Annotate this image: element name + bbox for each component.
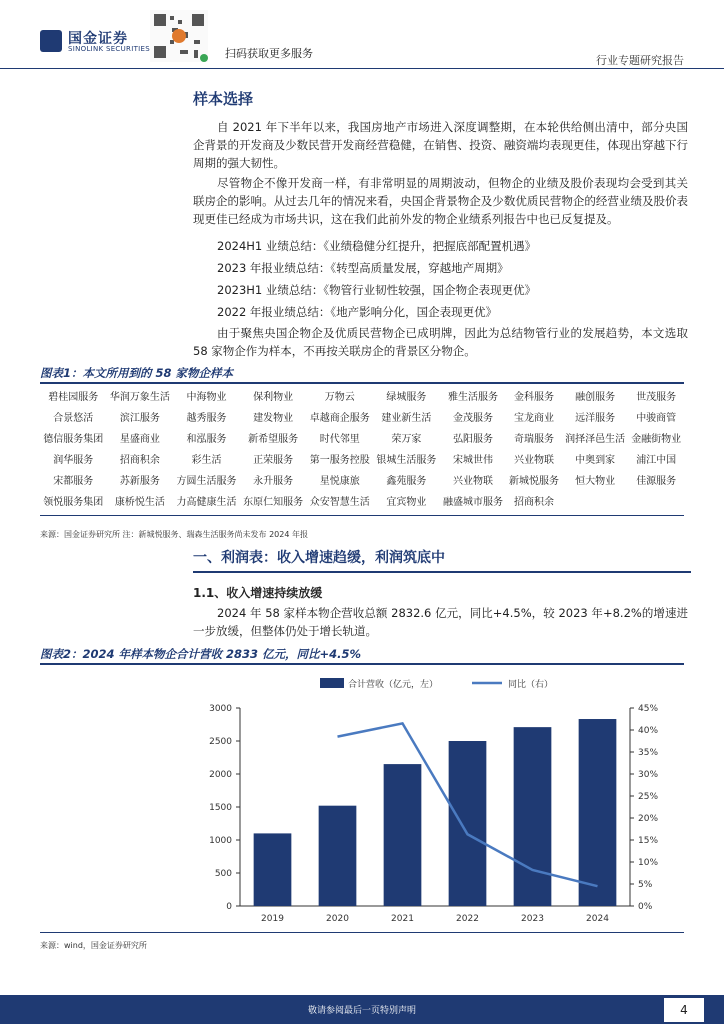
revenue-bar [514, 727, 552, 906]
table-cell: 佳源服务 [636, 476, 677, 487]
table-cell: 中骏商管 [636, 413, 677, 424]
table-cell [628, 490, 684, 511]
y-tick-label-right: 45% [638, 704, 659, 714]
y-tick-label-right: 5% [638, 880, 653, 890]
table-cell: 力高健康生活 [176, 497, 237, 508]
table-cell: 越秀服务 [186, 413, 227, 424]
table-cell: 建业新生活 [381, 413, 432, 424]
paragraph: 2024 年 58 家样本物企营收总额 2832.6 亿元，同比+4.5%，较 2023 年+8.2%的增速进一步放缓，但整体仍处于增长轨道。 [193, 606, 688, 638]
table-cell: 正荣服务 [253, 455, 294, 466]
table-cell: 招商积余 [514, 497, 555, 508]
y-tick-label-right: 30% [638, 770, 659, 780]
table-cell: 华润万象生活 [109, 392, 170, 403]
table-cell: 德信服务集团 [43, 434, 104, 445]
logo-text: 国金证券 [68, 31, 128, 47]
y-tick-label-left: 1000 [209, 836, 232, 846]
paragraph: 尽管物企不像开发商一样，有非常明显的周期波动，但物企的业绩及股价表现均会受到其关联房企的影响。从过去几年的情况来看，央国企背景物企及少数优质民营物企的经营业绩及股价表现更佳已经成为市场共识，这在我们此前外发的物企业绩系列报告中也已反复提及。 [193, 176, 688, 226]
footer-notice: 敬请参阅最后一页特别声明 [307, 1006, 416, 1016]
figure-divider [40, 932, 684, 933]
x-tick-label: 2020 [326, 914, 349, 924]
table-row [40, 427, 684, 448]
qr-code-icon[interactable] [150, 10, 208, 62]
table-cell: 碧桂园服务 [48, 392, 99, 403]
table-cell: 第一服务控股 [309, 455, 370, 466]
header-divider [0, 68, 724, 69]
legend-swatch-revenue [320, 678, 344, 688]
table-cell: 滨江服务 [119, 413, 160, 424]
table-cell: 康桥悦生活 [114, 497, 165, 508]
x-tick-label: 2023 [521, 914, 544, 924]
page-number: 4 [664, 998, 704, 1022]
table-cell: 星盛商业 [119, 434, 160, 445]
table-cell: 新希望服务 [248, 434, 299, 445]
table-cell: 建发物业 [253, 413, 294, 424]
figure-title: 图表2：2024 年样本物企合计营收 2833 亿元，同比+4.5% [40, 647, 362, 661]
figure-divider [40, 663, 684, 665]
table-cell: 奇瑞服务 [514, 434, 555, 445]
table-cell: 时代邻里 [319, 434, 360, 445]
subsection-title: 1.1、收入增速持续放缓 [193, 586, 323, 600]
section-title: 一、利润表：收入增速趋缓，利润筑底中 [193, 550, 445, 566]
y-tick-label-left: 2500 [209, 737, 232, 747]
table-cell: 荣万家 [391, 434, 422, 445]
table-cell: 和泓服务 [186, 434, 227, 445]
y-tick-label-right: 10% [638, 858, 659, 868]
table-cell: 中奥到家 [575, 455, 616, 466]
y-tick-label-left: 500 [214, 869, 232, 879]
table-cell: 恒大物业 [575, 476, 616, 487]
section-title-sample: 样本选择 [193, 90, 254, 108]
table-cell: 弘阳服务 [452, 434, 493, 445]
report-link[interactable]: 2022 年报业绩总结：《地产影响分化，国企表现更优》 [217, 305, 498, 319]
table-cell: 金科服务 [514, 392, 555, 403]
table-cell: 雅生活服务 [447, 392, 498, 403]
table-row [40, 385, 684, 406]
table-cell: 宜宾物业 [386, 497, 427, 508]
table-cell: 方圆生活服务 [176, 476, 237, 487]
figure-title: 图表1：本文所用到的 58 家物企样本 [40, 366, 234, 380]
table-cell: 万物云 [324, 392, 355, 403]
table-cell: 融盛城市服务 [442, 497, 503, 508]
table-row [40, 469, 684, 490]
table-cell: 卓越商企服务 [309, 413, 370, 424]
table-cell: 苏新服务 [119, 476, 160, 487]
y-tick-label-left: 0 [226, 902, 232, 912]
y-tick-label-right: 15% [638, 836, 659, 846]
table-cell: 金茂服务 [452, 413, 493, 424]
paragraph: 由于聚焦央国企物企及优质民营物企已成明牌，因此为总结物管行业的发展趋势，本文选取 58 家物企作为样本，不再按关联房企的背景区分物企。 [193, 326, 688, 358]
table-cell: 合景悠活 [53, 413, 94, 424]
table-cell: 远洋服务 [575, 413, 616, 424]
y-tick-label-right: 0% [638, 902, 653, 912]
table-cell: 中海物业 [186, 392, 227, 403]
table-cell: 招商积余 [119, 455, 160, 466]
report-link[interactable]: 2023H1 业绩总结：《物管行业韧性较强，国企物企表现更优》 [217, 283, 537, 297]
table-cell: 领悦服务集团 [43, 497, 104, 508]
table-cell: 绿城服务 [386, 392, 427, 403]
table-cell: 宝龙商业 [514, 413, 555, 424]
table-row [40, 490, 684, 511]
revenue-chart [40, 670, 684, 930]
legend-label-yoy: 同比（右） [508, 680, 554, 690]
table-cell: 兴业物联 [514, 455, 555, 466]
report-link[interactable]: 2024H1 业绩总结：《业绩稳健分红提升，把握底部配置机遇》 [217, 239, 537, 253]
x-tick-label: 2024 [586, 914, 609, 924]
logo-icon [40, 30, 62, 52]
y-tick-label-left: 3000 [209, 704, 232, 714]
paragraph: 自 2021 年下半年以来，我国房地产市场进入深度调整期，在本轮供给侧出清中，部分央国企背景的开发商及少数民营开发商经营稳健，在销售、投资、融资端均表现更佳，体现出穿越下行周期的强大韧性。 [193, 120, 688, 170]
revenue-bar [254, 833, 292, 906]
table-cell: 浦江中国 [636, 455, 677, 466]
table-cell: 星悦康旅 [319, 476, 360, 487]
scan-hint: 扫码获取更多服务 [225, 47, 313, 60]
report-type: 行业专题研究报告 [596, 54, 684, 67]
table-row [40, 406, 684, 427]
y-tick-label-left: 1500 [209, 803, 232, 813]
figure-divider [40, 515, 684, 516]
table-cell: 宋城世伟 [452, 455, 493, 466]
legend-label-revenue: 合计营收（亿元，左） [348, 680, 439, 690]
table-cell: 彩生活 [191, 455, 222, 466]
table-row [40, 448, 684, 469]
y-tick-label-right: 25% [638, 792, 659, 802]
table-cell: 银城生活服务 [376, 455, 437, 466]
figure-source: 来源：国金证券研究所 注：新城悦服务、瑞森生活服务尚未发布 2024 年报 [40, 530, 308, 539]
figure-source: 来源：wind，国金证券研究所 [40, 941, 147, 950]
x-tick-label: 2019 [261, 914, 284, 924]
sample-table [40, 385, 684, 511]
x-tick-label: 2021 [391, 914, 414, 924]
table-cell: 新城悦服务 [509, 476, 560, 487]
table-cell: 众安智慧生活 [309, 497, 370, 508]
table-cell: 鑫苑服务 [386, 476, 427, 487]
table-cell: 保利物业 [253, 392, 294, 403]
table-cell: 润华服务 [53, 455, 94, 466]
y-tick-label-right: 20% [638, 814, 659, 824]
table-cell: 宋都服务 [53, 476, 94, 487]
table-cell: 润择泽邑生活 [565, 434, 626, 445]
y-tick-label-right: 35% [638, 748, 659, 758]
revenue-bar [319, 806, 357, 906]
table-cell: 世茂服务 [636, 392, 677, 403]
table-cell [562, 490, 629, 511]
report-link[interactable]: 2023 年报业绩总结：《转型高质量发展，穿越地产周期》 [217, 261, 509, 275]
table-cell: 金融街物业 [631, 434, 682, 445]
y-tick-label-right: 40% [638, 726, 659, 736]
table-cell: 融创服务 [575, 392, 616, 403]
logo-subtext: SINOLINK SECURITIES [68, 45, 150, 53]
table-cell: 兴业物联 [452, 476, 493, 487]
table-cell: 东原仁知服务 [243, 497, 304, 508]
y-tick-label-left: 2000 [209, 770, 232, 780]
table-cell: 永升服务 [253, 476, 294, 487]
x-tick-label: 2022 [456, 914, 479, 924]
revenue-bar [579, 719, 617, 906]
revenue-bar [449, 741, 487, 906]
figure-divider [40, 382, 684, 384]
revenue-bar [384, 764, 422, 906]
